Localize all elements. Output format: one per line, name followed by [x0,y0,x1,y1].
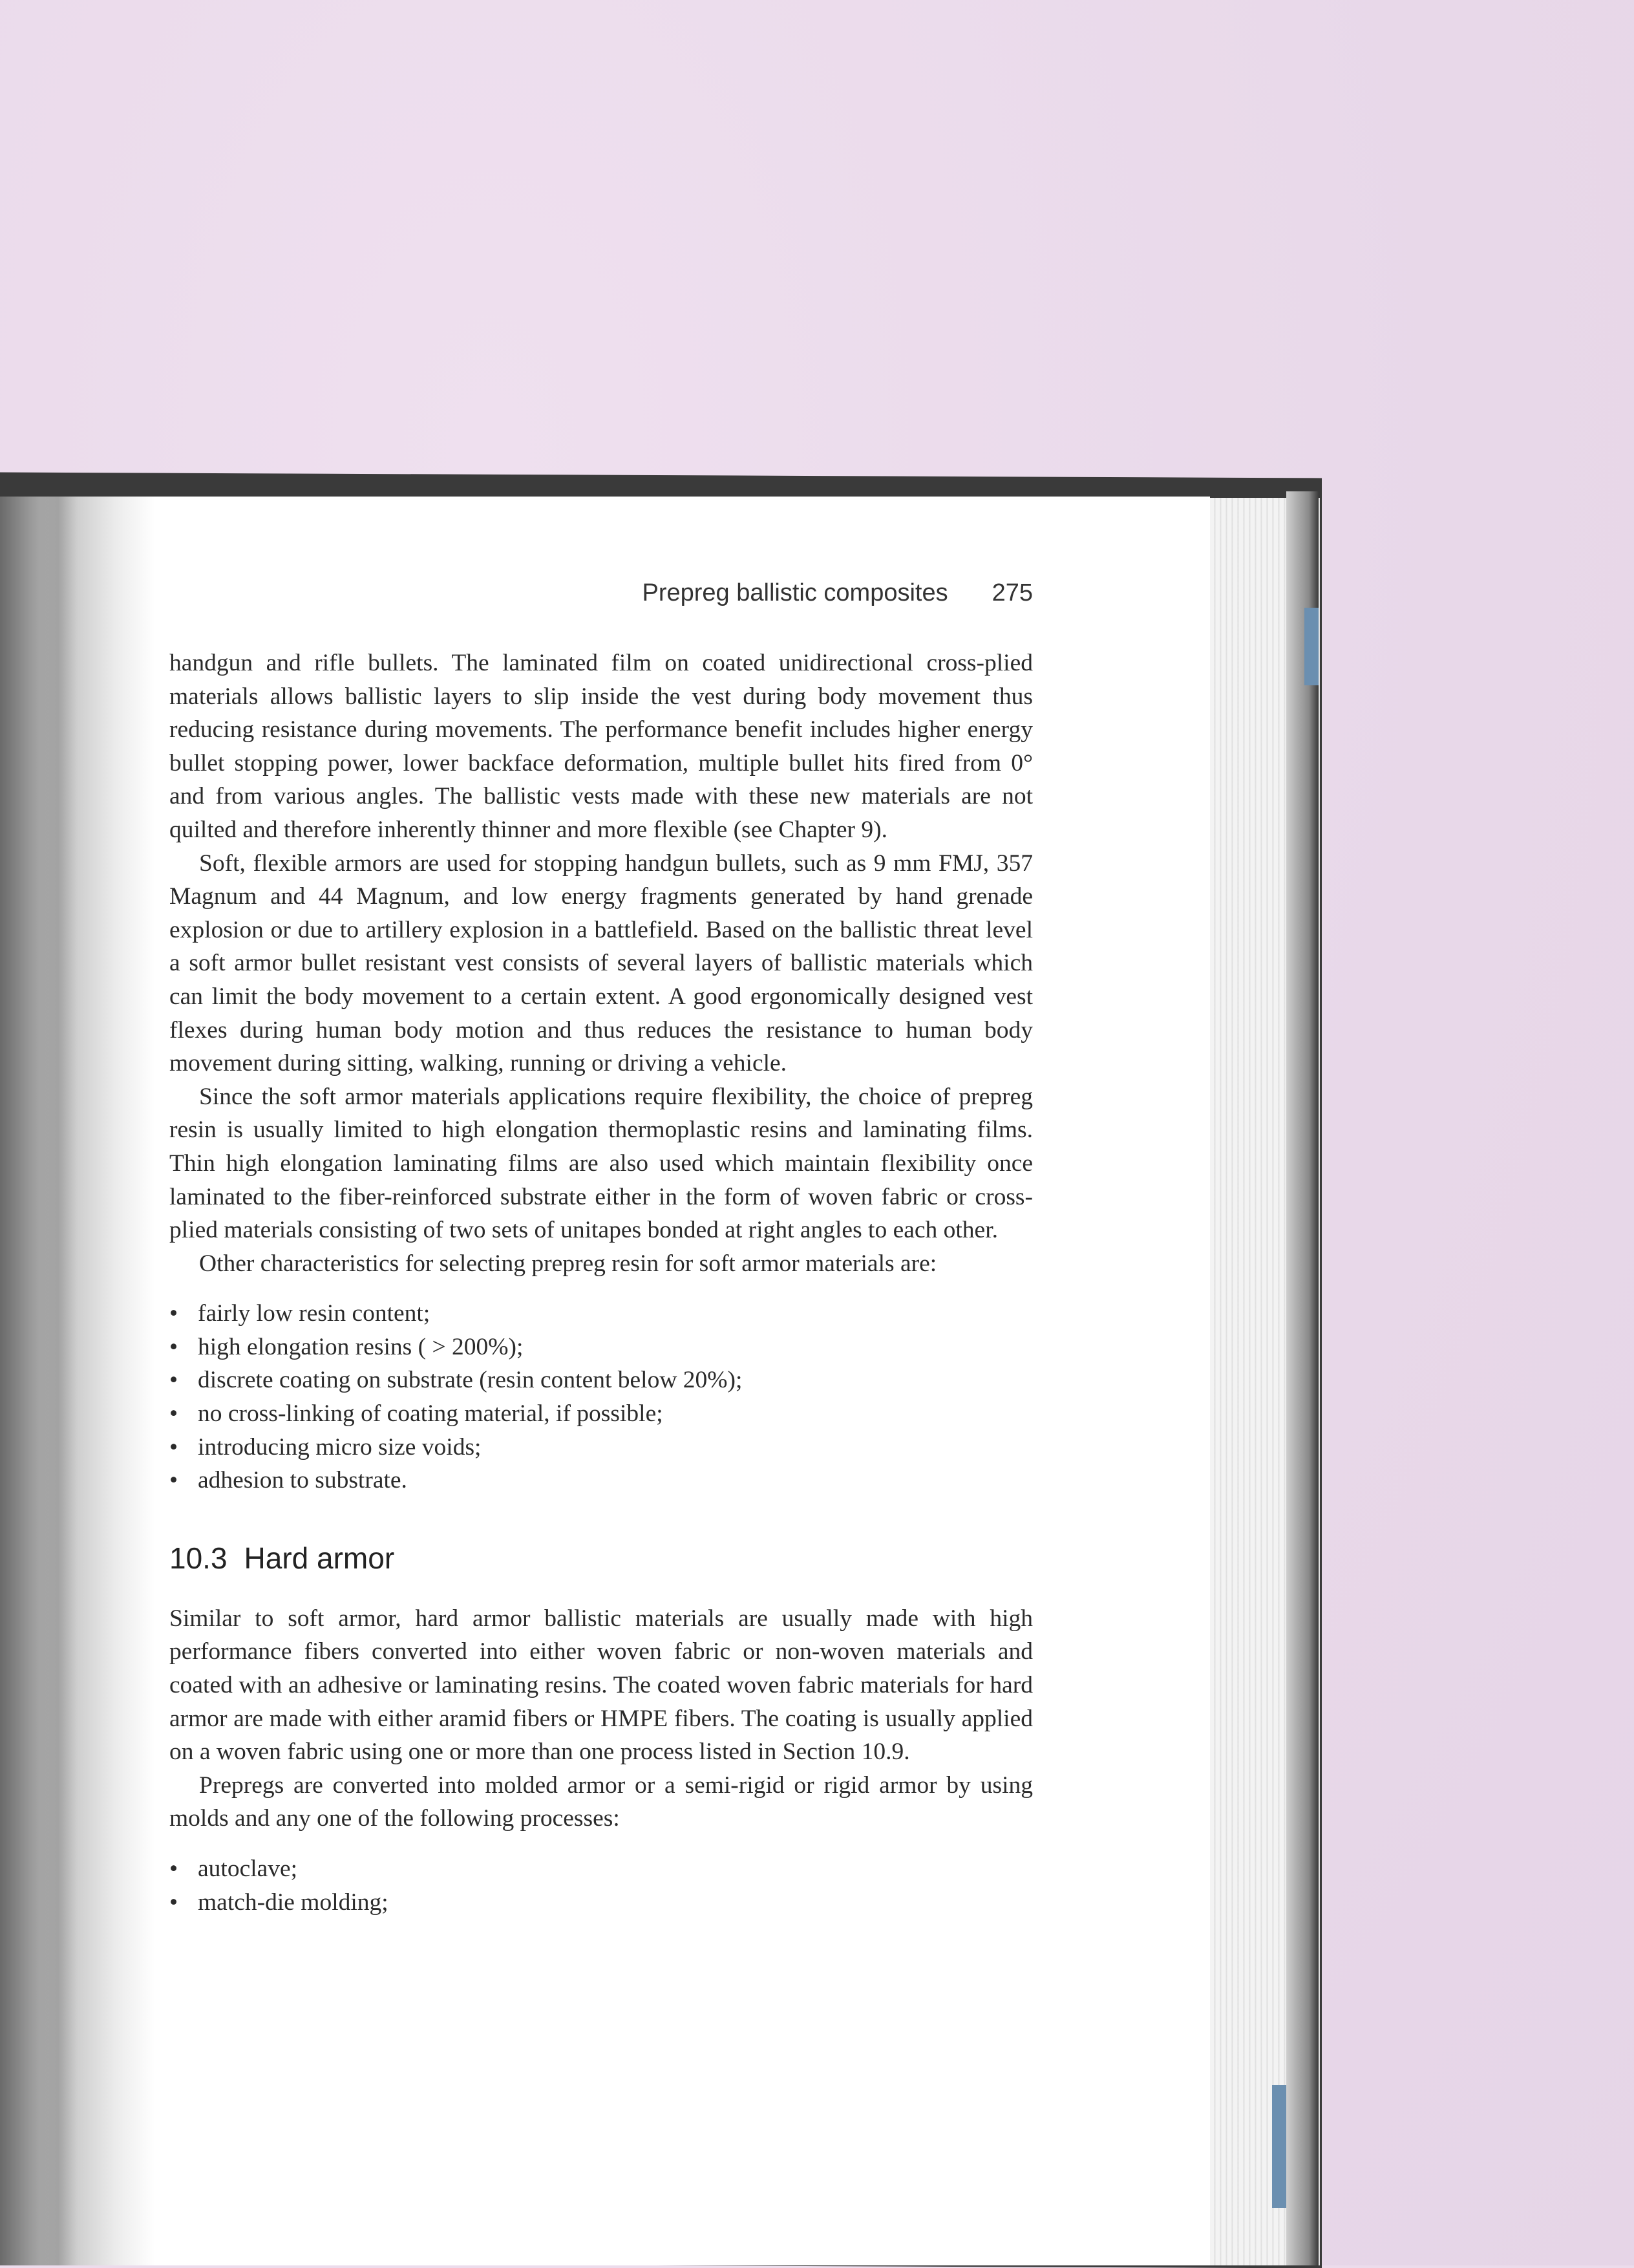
section-number: 10.3 [169,1541,228,1575]
page-edge-shadow [1286,491,1319,2265]
gutter-fold [39,497,78,2265]
list-item: • autoclave; [169,1852,1033,1886]
paragraph: Since the soft armor materials applications require flexibility, the choice of prepreg resin is usually limited to high elongation thermoplastic resins and laminating films. Thin high elongation laminating films are also used which maintain flexibility once laminated to the fiber-reinforced substrate either in the form of woven fabric or cross-plied materials consisting of two sets of unitapes bonded at right angles to each other. [169,1083,1033,1244]
gutter-shadow [0,497,155,2265]
section-title: Hard armor [244,1541,395,1575]
list-item: • discrete coating on substrate (resin content below 20%); [169,1364,1033,1397]
list-item: • match-die molding; [169,1886,1033,1920]
bullet-list-soft-armor [169,1297,1033,1497]
page-body [169,647,1033,1919]
paragraph: Soft, flexible armors are used for stopping handgun bullets, such as 9 mm FMJ, 357 Magnum and 44 Magnum, and low energy fragments generated by hand grenade explosion or due to artillery explosion in a battlefield. Based on the ballistic threat level a soft armor bullet resistant vest consists of several layers of ballistic materials which can limit the body movement to a certain extent. A good ergonomically designed vest flexes during human body motion and thus reduces the resistance to human body movement during sitting, walking, running or driving a vehicle. [169,850,1033,1077]
blue-index-tab-top [1304,608,1319,685]
paragraph: Similar to soft armor, hard armor ballistic materials are usually made with high performance fibers converted into either woven fabric or non-woven materials and coated with an adhesive or laminating resins. The coated woven fabric materials for hard armor are made with either aramid fibers or HMPE fibers. The coating is usually applied on a woven fabric using one or more than one process listed in Section 10.9. [169,1605,1033,1766]
list-item: • high elongation resins ( > 200%); [169,1331,1033,1364]
list-item: • fairly low resin content; [169,1297,1033,1331]
blue-index-tab-bottom [1272,2085,1286,2208]
list-item: • introducing micro size voids; [169,1431,1033,1464]
section-heading [169,1540,1033,1576]
running-head-title: Prepreg ballistic composites [642,579,948,606]
list-item: • no cross-linking of coating material, if possible; [169,1397,1033,1431]
bullet-list-processes [169,1852,1033,1919]
paragraph: handgun and rifle bullets. The laminated film on coated unidirectional cross-plied materials allows ballistic layers to slip inside the vest during body movement thus reducing resistance during movements. The performance benefit includes higher energy bullet stopping power, lower backface deformation, multiple bullet hits fired from 0° and from various angles. The ballistic vests made with these new materials are not quilted and therefore inherently thinner and more flexible (see Chapter 9). [169,650,1033,843]
page-number: 275 [992,579,1033,606]
running-head [169,579,1033,607]
paragraph: Other characteristics for selecting prepreg resin for soft armor materials are: [199,1250,937,1277]
paragraph: Prepregs are converted into molded armor or a semi-rigid or rigid armor by using molds and any one of the following processes: [169,1771,1033,1832]
list-item: • adhesion to substrate. [169,1464,1033,1497]
